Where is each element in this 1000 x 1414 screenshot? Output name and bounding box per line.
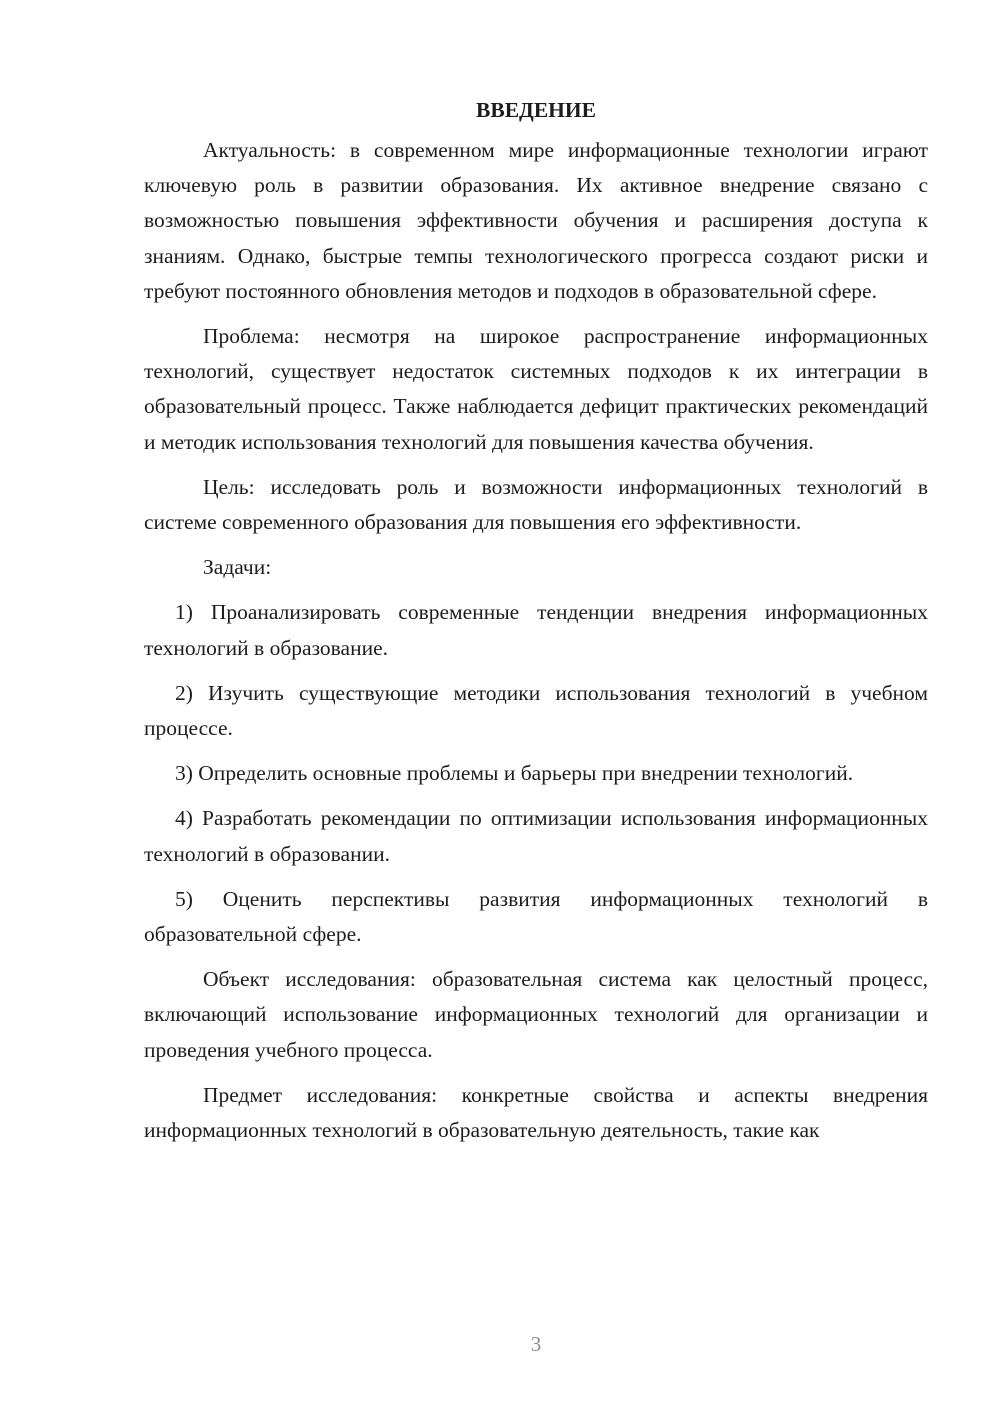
relevance-paragraph: Актуальность: в современном мире информационные технологии играют ключевую роль в развитии образования. Их активное внедрение связано с возможностью повышения эффективности обучения и расширения доступа к знаниям. Однако, быстрые темпы технологического прогресса создают риски и требуют постоянного обновления методов и подходов в образовательной сфере. xyxy=(144,138,928,303)
object-paragraph: Объект исследования: образовательная система как целостный процесс, включающий использование информационных технологий для организации и проведения учебного процесса. xyxy=(144,967,928,1062)
problem-paragraph: Проблема: несмотря на широкое распространение информационных технологий, существует недостаток системных подходов к их интеграции в образовательный процесс. Также наблюдается дефицит практических рекомендаций и методик использования технологий для повышения качества обучения. xyxy=(144,324,928,454)
page-content xyxy=(144,92,928,1158)
tasks-list xyxy=(144,595,928,952)
list-item: 5) Оценить перспективы развития информационных технологий в образовательной сфере. xyxy=(144,886,928,947)
goal-paragraph: Цель: исследовать роль и возможности информационных технологий в системе современного образования для повышения его эффективности. xyxy=(144,474,928,535)
page-number: 3 xyxy=(530,1332,542,1356)
list-item: 4) Разработать рекомендации по оптимизации использования информационных технологий в образовании. xyxy=(144,806,928,866)
list-item: 1) Проанализировать современные тенденции внедрения информационных технологий в образование. xyxy=(144,600,928,660)
tasks-heading: Задачи: xyxy=(203,555,272,580)
list-item: 2) Изучить существующие методики использования технологий в учебном процессе. xyxy=(144,680,928,741)
list-item: 3) Определить основные проблемы и барьеры при внедрении технологий. xyxy=(175,761,854,786)
subject-paragraph: Предмет исследования: конкретные свойства и аспекты внедрения информационных технологий в образовательную деятельность, такие как xyxy=(144,1082,928,1143)
section-title: ВВЕДЕНИЕ xyxy=(476,98,596,122)
